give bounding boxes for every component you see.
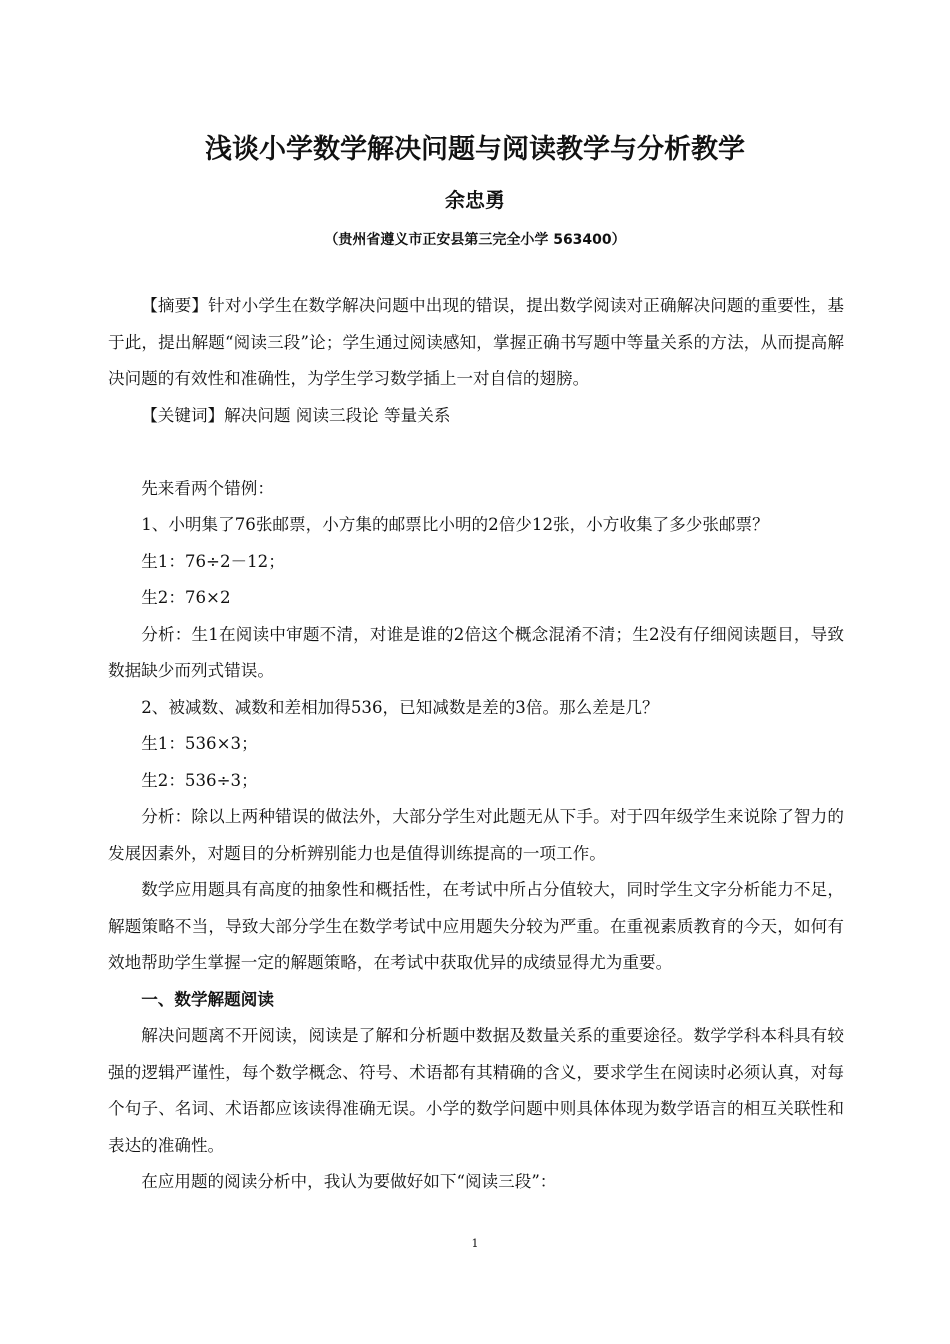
example-1-student-1: 生1：76÷2－12；	[141, 551, 285, 571]
application-paragraph: 数学应用题具有高度的抽象性和概括性，在考试中所占分值较大，同时学生文字分析能力不足，解题策略不当，导致大部分学生在数学考试中应用题失分较为严重。在重视素质教育的今天，如何有效地帮助学生掌握一定的解题策略，在考试中获取优异的成绩显得尤为重要。	[108, 880, 844, 972]
three-stage-paragraph: 在应用题的阅读分析中，我认为要做好如下“阅读三段”：	[141, 1172, 557, 1191]
page-title: 浅谈小学数学解决问题与阅读教学与分析教学	[205, 134, 745, 165]
example-question-1: 1、小明集了76张邮票，小方集的邮票比小明的2倍少12张，小方收集了多少张邮票？	[141, 515, 769, 534]
intro-paragraph: 先来看两个错例：	[141, 478, 274, 498]
example-2-student-2: 生2：536÷3；	[141, 770, 258, 790]
author-name: 余忠勇	[445, 188, 505, 212]
example-1-student-2: 生2：76×2	[141, 588, 231, 607]
example-1-analysis: 分析：生1在阅读中审题不清，对谁是谁的2倍这个概念混淆不清；生2没有仔细阅读题目，导致数据缺少而列式错误。	[108, 624, 844, 680]
example-2-analysis: 分析：除以上两种错误的做法外，大部分学生对此题无从下手。对于四年级学生来说除了智力的发展因素外，对题目的分析辨别能力也是值得训练提高的一项工作。	[108, 807, 844, 863]
example-2-student-1: 生1：536×3；	[141, 734, 258, 753]
author-affiliation: （贵州省遵义市正安县第三完全小学 563400）	[324, 232, 626, 248]
example-question-2: 2、被减数、减数和差相加得536，已知减数是差的3倍。那么差是几？	[141, 697, 659, 717]
article-body	[108, 288, 844, 1201]
abstract-paragraph: 【摘要】针对小学生在数学解决问题中出现的错误，提出数学阅读对正确解决问题的重要性，基于此，提出解题“阅读三段”论；学生通过阅读感知，掌握正确书写题中等量关系的方法，从而提高解决问题的有效性和准确性，为学生学习数学插上一对自信的翅膀。	[108, 296, 844, 388]
blank-line	[108, 434, 844, 471]
keywords-paragraph: 【关键词】解决问题 阅读三段论 等量关系	[141, 405, 451, 425]
section-heading-1: 一、数学解题阅读	[141, 989, 274, 1009]
page-number: 1	[471, 1237, 479, 1250]
reading-paragraph: 解决问题离不开阅读，阅读是了解和分析题中数据及数量关系的重要途径。数学学科本科具有较强的逻辑严谨性，每个数学概念、符号、术语都有其精确的含义，要求学生在阅读时必须认真，对每个句子、名词、术语都应该读得准确无误。小学的数学问题中则具体体现为数学语言的相互关联性和表达的准确性。	[108, 1026, 844, 1155]
